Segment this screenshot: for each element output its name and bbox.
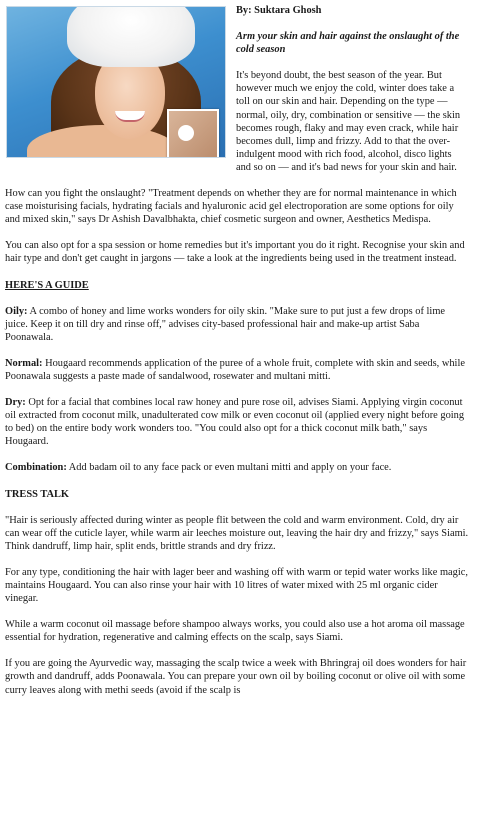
guide-text: Opt for a facial that combines local raw honey and pure rose oil, advises Siami. Applying virgin coconut oil extracted from coconut milk, unadulterated cow milk or even coconut oil (applied every night before going to bed) on the entire body work wonders too. "You could also opt for a thick coconut milk bath," says Hougaard. <box>5 397 465 448</box>
inset-cream <box>178 125 194 141</box>
byline: By: Suktara Ghosh <box>236 5 322 16</box>
tress-paragraph: "Hair is seriously affected during winter as people flit between the cold and warm environment. Cold, dry air can wear off the cuticle layer, while warm air leeches moisture out, leaving the hair dry and frizzy," says Siami. Think dandruff, limp hair, split ends, brittle strands and dry frizz. <box>5 514 469 552</box>
article-page <box>0 4 479 838</box>
tress-paragraph: While a warm coconut oil massage before shampoo always works, you could also use a hot aroma oil massage essential for hydration, regenerative and calming effects on the scalp, says Siami. <box>5 619 465 644</box>
body-paragraph: How can you fight the onslaught? "Treatment depends on whether they are for normal maintenance in which case moisturising facials, hydrating facials and hyaluronic acid gel electroporation are some options for oily and mixed skin," says Dr Ashish Davalbhakta, chief cosmetic surgeon and owner, Aesthetics Medispa. <box>5 188 457 226</box>
guide-label: Normal: <box>5 357 43 369</box>
guide-heading: HERE'S A GUIDE <box>5 279 89 291</box>
tress-heading: TRESS TALK <box>5 488 70 500</box>
guide-text: Add badam oil to any face pack or even multani mitti and apply on your face. <box>66 462 392 474</box>
guide-item-combination <box>5 461 469 474</box>
guide-text: Hougaard recommends application of the puree of a whole fruit, complete with skin and seeds, while Poonawala suggests a paste made of sandalwood, rosewater and multani mitti. <box>5 357 465 382</box>
tress-paragraph: For any type, conditioning the hair with lager beer and washing off with warm or tepid water works like magic, maintains Hougaard. You can also rinse your hair with 10 litres of water mixed with 25 ml organic cider vinegar. <box>5 566 468 605</box>
guide-label: Combination: <box>5 462 67 474</box>
tress-paragraph: If you are going the Ayurvedic way, massaging the scalp twice a week with Bhringraj oil does wonders for hair growth and dandruff, adds Poonawala. You can prepare your own oil by boiling coconut or olive oil with some curry leaves along with methi seeds (avoid if the scalp is <box>5 658 467 696</box>
photo-hat <box>67 6 195 67</box>
guide-item-normal <box>5 357 469 383</box>
guide-label: Oily: <box>5 305 28 317</box>
intro-paragraph: It's beyond doubt, the best season of the year. But however much we enjoy the cold, winter does take a toll on our skin and hair. Depending on the type — normal, oily, dry, combination or sensitive — the skin becomes rough, flaky and may even crack, while hair becomes dull, limp and frizzy. Add to that the over-indulgent mood with rich food, alcohol, disco lights and so on — and it's bad news for your skin and hair. <box>236 70 461 173</box>
guide-text: A combo of honey and lime works wonders for oily skin. "Make sure to put just a few drops of lime juice. Keep it on till dry and rinse off," advises city-based professional hair and make-up artist Saba Poonawala. <box>5 305 446 343</box>
guide-label: Dry: <box>5 397 26 409</box>
guide-item-oily <box>5 305 469 344</box>
headline: Arm your skin and hair against the onslaught of the cold season <box>236 31 460 56</box>
body-paragraph: You can also opt for a spa session or home remedies but it's important you do it right. Recognise your skin and hair type and don't get caught in jargons — take a look at the ingredients being used in the treatment instead. <box>5 240 465 265</box>
guide-item-dry <box>5 396 469 448</box>
woman-in-winter-hat-photo <box>6 6 226 158</box>
